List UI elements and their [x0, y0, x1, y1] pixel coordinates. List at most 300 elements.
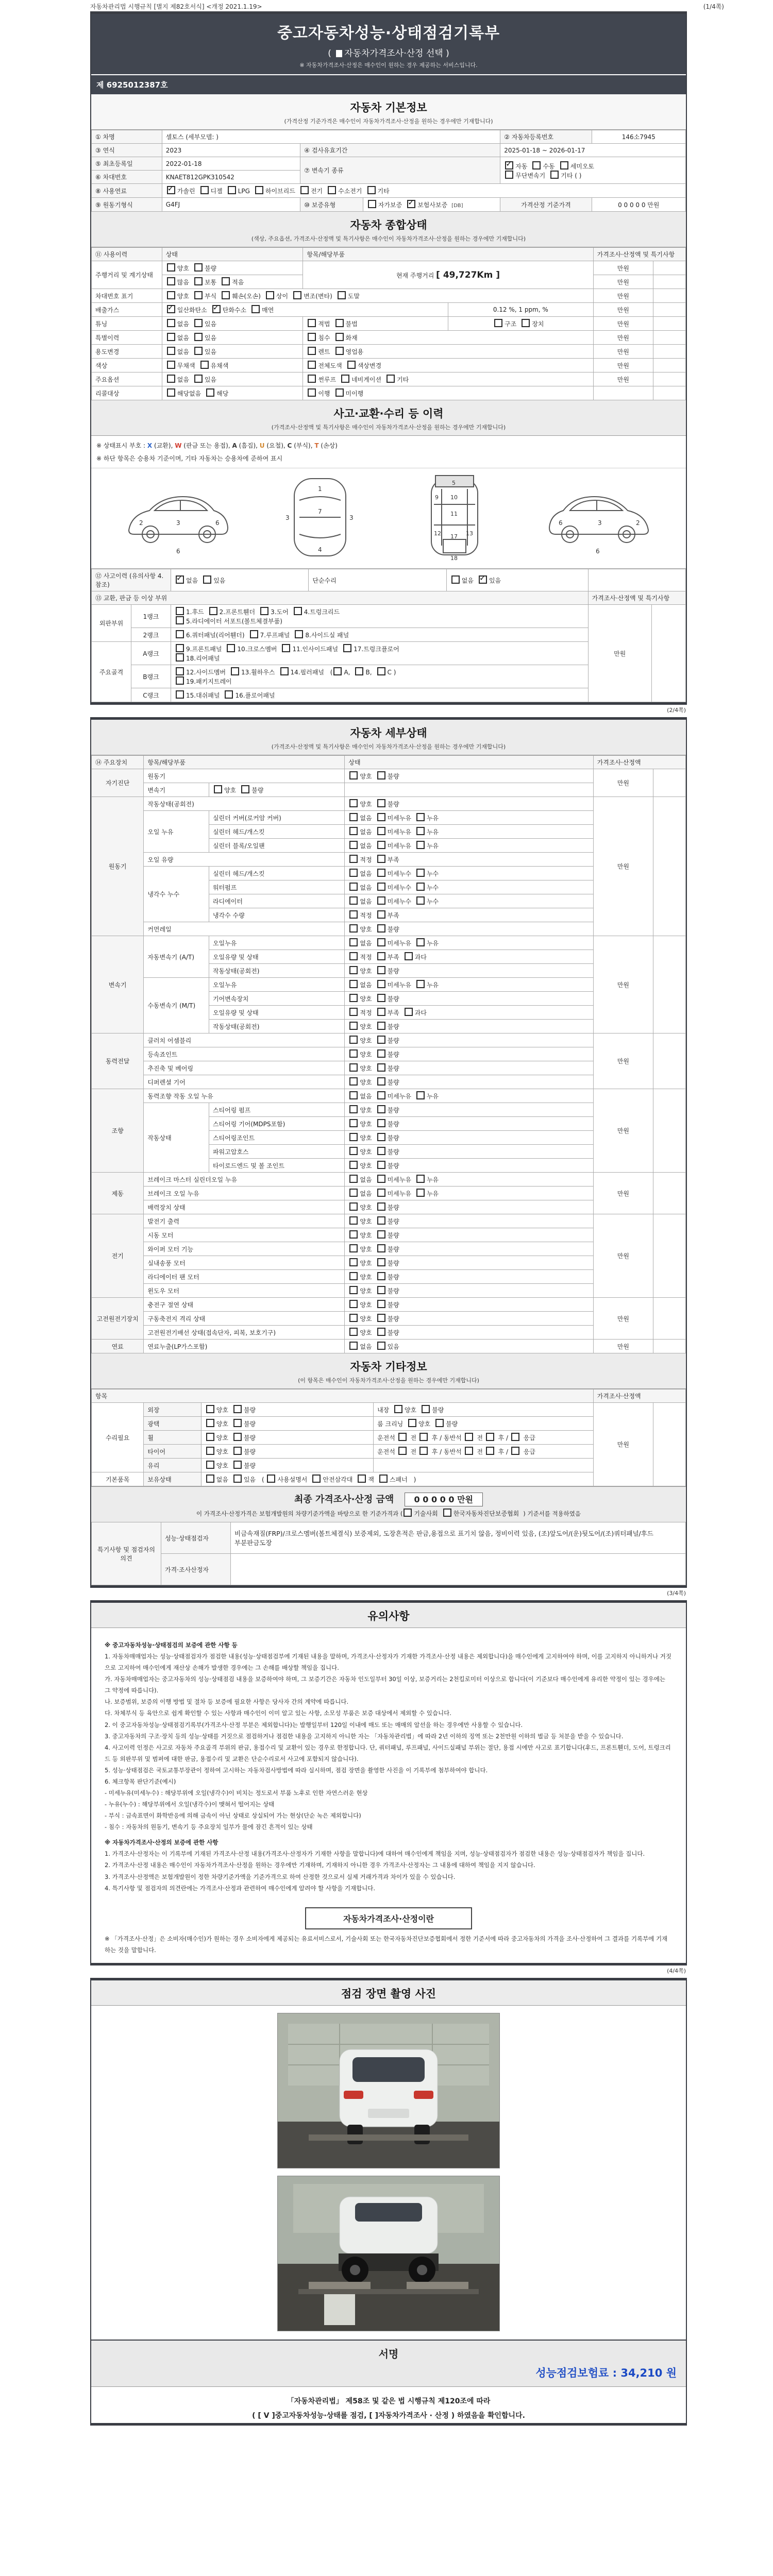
state-option: 미세누유 — [376, 828, 411, 836]
checkbox-불량[interactable] — [377, 924, 385, 933]
rankC-option: 16.플로어패널 — [224, 692, 275, 699]
item-label: 클러치 어셈블리 — [144, 1033, 345, 1047]
checkbox-영업용[interactable] — [335, 347, 344, 355]
checkbox-전기[interactable] — [300, 186, 309, 194]
price-unit-cell: 만원 — [593, 345, 653, 359]
checkbox-양호[interactable] — [167, 291, 175, 299]
checkbox-일산화탄소[interactable] — [167, 305, 175, 313]
state-option: 없음 — [348, 898, 372, 905]
checkbox-안전삼각대[interactable] — [312, 1475, 321, 1483]
checkbox-없음[interactable] — [349, 841, 358, 849]
rankB-options: 12.사이드멤버 13.휠하우스 14.필러패널 ( A, B, C ) 19.패키지트레이 — [171, 665, 589, 688]
state-option: 누수 — [415, 884, 439, 891]
detail-state — [91, 755, 686, 1353]
checkbox-불량[interactable] — [377, 1328, 385, 1336]
checkbox-불량[interactable] — [377, 1022, 385, 1030]
checkbox-불량[interactable] — [377, 1119, 385, 1127]
checkbox-pos[interactable] — [465, 1447, 473, 1455]
checkbox-화재[interactable] — [335, 333, 344, 341]
group-price-empty — [653, 769, 686, 797]
checkbox-양호[interactable] — [349, 1147, 358, 1155]
checkbox-누수[interactable] — [416, 869, 425, 877]
checkbox-있음[interactable] — [194, 375, 203, 383]
tuning-legal-option: 적법 — [307, 320, 330, 328]
checkbox-적정[interactable] — [349, 910, 358, 919]
checkbox-기타[interactable] — [386, 375, 395, 383]
simple-repair-option: ✓ 있음 — [478, 577, 501, 584]
checkbox-4.트렁크리드[interactable] — [294, 607, 302, 615]
checkbox-이행[interactable] — [308, 388, 316, 397]
checkbox-19.패키지트레이[interactable] — [176, 676, 184, 685]
checkbox-불량[interactable] — [377, 1216, 385, 1225]
checkbox-불량[interactable] — [377, 1036, 385, 1044]
hold-options: 없음 있음 ( 사용설명서 안전삼각대 잭 스패너 ) — [201, 1472, 593, 1486]
checkbox-미세누수[interactable] — [377, 883, 385, 891]
checkbox-양호[interactable] — [349, 1036, 358, 1044]
checkbox-없음[interactable] — [167, 347, 175, 355]
basic-info-table — [91, 130, 686, 212]
checkbox-양호[interactable] — [349, 994, 358, 1002]
checkbox-양호[interactable] — [206, 1405, 214, 1413]
checkbox-많음[interactable] — [167, 277, 175, 285]
checkbox-없음[interactable] — [349, 869, 358, 877]
checkbox-누수[interactable] — [416, 883, 425, 891]
checkbox-양호[interactable] — [349, 1286, 358, 1294]
checkbox-보험사보증[interactable] — [407, 200, 415, 208]
color-change-option: 전체도색 — [307, 362, 342, 369]
notice-line: 4. 특기사항 및 점검자의 의견란에는 가격조사·산정과 관련하여 매수인에게 알려야 할 사항을 기재합니다. — [105, 1884, 376, 1892]
checkbox-적정[interactable] — [349, 855, 358, 863]
rankB-pillar-option: C ) — [376, 669, 396, 676]
system-group-label: 동력전달 — [92, 1033, 144, 1089]
state-option: 불량 — [376, 1051, 399, 1058]
checkbox-부족[interactable] — [377, 855, 385, 863]
notice-line: 3. 중고자동차의 구조·장치 등의 성능·상태를 거짓으로 점검하거나 점검한 내용을 고지하지 아니한 자는 「자동차관리법」에 따라 2년 이하의 징역 또는 2천만원 이하의 벌금 등 처분을 받을 수 있습니다. — [105, 1732, 624, 1740]
checkbox-도말[interactable] — [338, 291, 346, 299]
checkbox-적음[interactable] — [222, 277, 230, 285]
checkbox-미세누유[interactable] — [377, 827, 385, 835]
checkbox-적법[interactable] — [308, 319, 316, 327]
state-option: 양호 — [348, 801, 372, 808]
inspector-opinion: 비금속재질(FRP)/크로스멤버(볼트체결식) 보증제외, 도장흔적은 판금,용접으로 표기치 않음, 정비이력 있음, (조)앞도어/(운)뒷도어/(조)쿼터패널/후드 부분판금도장 — [231, 1522, 686, 1554]
vin-mark-option: 부식 — [193, 293, 216, 300]
checkbox-13.휠하우스[interactable] — [231, 667, 239, 675]
checkbox-A,[interactable] — [333, 667, 342, 675]
checkbox-양호[interactable] — [349, 1105, 358, 1113]
checkbox-잭[interactable] — [358, 1475, 366, 1483]
checkbox-없음[interactable] — [349, 883, 358, 891]
checkbox-누수[interactable] — [416, 896, 425, 905]
checkbox-양호[interactable] — [206, 1447, 214, 1455]
checkbox-자동[interactable] — [505, 161, 513, 170]
checkbox-있음[interactable] — [203, 575, 211, 584]
checkbox-없음[interactable] — [349, 1189, 358, 1197]
checkbox-수소전기[interactable] — [328, 186, 336, 194]
checkbox-11.인사이드패널[interactable] — [282, 644, 290, 652]
checkbox-양호[interactable] — [349, 1258, 358, 1266]
checkbox-과다[interactable] — [405, 952, 413, 960]
checkbox-미세누수[interactable] — [377, 896, 385, 905]
checkbox-없음[interactable] — [176, 575, 184, 584]
item-label: 브레이크 마스터 실린더오일 누유 — [144, 1173, 345, 1187]
checkbox-B,[interactable] — [355, 667, 363, 675]
checkbox-보통[interactable] — [194, 277, 203, 285]
checkbox-있음[interactable] — [194, 333, 203, 341]
checkbox-미이행[interactable] — [335, 388, 344, 397]
checkbox-3.도어[interactable] — [260, 607, 268, 615]
checkbox-없음[interactable] — [349, 1175, 358, 1183]
checkbox-불량[interactable] — [377, 1258, 385, 1266]
detail-h-price: 가격조사·산정액 — [593, 756, 685, 769]
repair-option: 불량 — [232, 1406, 256, 1414]
appraiser-opinion — [231, 1554, 686, 1585]
system-group-label: 전기 — [92, 1214, 144, 1298]
checkbox-부족[interactable] — [377, 952, 385, 960]
checkbox-누유[interactable] — [416, 841, 425, 849]
checkbox-불량[interactable] — [377, 1147, 385, 1155]
tire-detail: 운전석 전 후 / 동반석 전 후 / 응급 — [374, 1445, 594, 1459]
state-option: 양호 — [348, 1204, 372, 1211]
checkbox-부족[interactable] — [377, 910, 385, 919]
checkbox-양호[interactable] — [349, 1300, 358, 1308]
state-option: 불량 — [376, 1246, 399, 1253]
group-price-cell: 만원 — [593, 936, 653, 1033]
overall-state-table — [91, 247, 686, 400]
checkbox-있음[interactable] — [194, 347, 203, 355]
checkbox-불량[interactable] — [377, 1077, 385, 1086]
transmission-label: ⑦ 변속기 종류 — [300, 157, 500, 184]
checkbox-수동[interactable] — [532, 161, 541, 170]
checkbox-불량[interactable] — [377, 771, 385, 779]
checkbox-미세누유[interactable] — [377, 938, 385, 946]
checkbox-pos[interactable] — [398, 1433, 407, 1441]
vin-mark-option: 훼손(오손) — [221, 293, 261, 300]
fuel-option: 수소전기 — [327, 188, 362, 195]
checkbox-디젤[interactable] — [200, 186, 209, 194]
fuel-option: ✓ 가솔린 — [166, 188, 195, 195]
std-option: 기술사회 — [402, 1510, 438, 1517]
checkbox-불량[interactable] — [377, 1300, 385, 1308]
checkbox-매연[interactable] — [251, 305, 260, 313]
checkbox-불량[interactable] — [377, 1230, 385, 1239]
item-label: 실내송풍 모터 — [144, 1256, 345, 1270]
detail-h-sys: ⑭ 주요장치 — [92, 756, 144, 769]
checkbox-불량[interactable] — [377, 994, 385, 1002]
checkbox-없음[interactable] — [167, 333, 175, 341]
checkbox-불량[interactable] — [377, 1049, 385, 1058]
checkbox-pos[interactable] — [511, 1433, 519, 1441]
checkbox-불량[interactable] — [377, 1161, 385, 1169]
checkbox-양호[interactable] — [214, 785, 222, 793]
color-change — [303, 359, 593, 372]
checkbox-적정[interactable] — [349, 952, 358, 960]
state-option: 적정 — [348, 1009, 372, 1016]
checkbox-양호[interactable] — [349, 1328, 358, 1336]
checkbox-9.프론트패널[interactable] — [176, 644, 184, 652]
state-option: 양호 — [348, 1315, 372, 1323]
checkbox-누유[interactable] — [416, 1175, 425, 1183]
checkbox-8.사이드실 패널[interactable] — [295, 630, 303, 638]
checkbox-불량[interactable] — [377, 1133, 385, 1141]
checkbox-불량[interactable] — [233, 1433, 242, 1441]
checkbox-하이브리드[interactable] — [255, 186, 263, 194]
notice-line: 5. 성능·상태점검은 국토교통부장관이 정하여 고시하는 자동차검사방법에 따라 실시하며, 점검 장면을 촬영한 사진을 이 기록부에 첨부하여야 합니다. — [105, 1766, 488, 1774]
checkbox-불량[interactable] — [233, 1447, 242, 1455]
checkbox-불량[interactable] — [377, 1244, 385, 1252]
doc-title: 중고자동차성능·상태점검기록부 — [277, 24, 500, 42]
state-options — [345, 1270, 593, 1284]
checkbox-C )[interactable] — [377, 667, 385, 675]
checkbox-전체도색[interactable] — [308, 361, 316, 369]
checkbox-없음[interactable] — [349, 1342, 358, 1350]
group-price-cell: 만원 — [593, 1173, 653, 1214]
checkbox-부족[interactable] — [377, 1008, 385, 1016]
rankC-options — [171, 688, 589, 702]
checkbox-양호[interactable] — [167, 263, 175, 272]
option-options — [162, 372, 303, 386]
checkbox-적정[interactable] — [349, 1008, 358, 1016]
checkbox-12.사이드멤버[interactable] — [176, 667, 184, 675]
checkbox-양호[interactable] — [349, 1133, 358, 1141]
checkbox-양호[interactable] — [206, 1419, 214, 1427]
checkbox-LPG[interactable] — [228, 186, 236, 194]
checkbox-불량[interactable] — [377, 1063, 385, 1072]
checkbox-누유[interactable] — [416, 827, 425, 835]
etc-h-item: 항목 — [92, 1389, 594, 1403]
checkbox-불량[interactable] — [422, 1405, 430, 1413]
checkbox-없음[interactable] — [167, 319, 175, 327]
checkbox-양호[interactable] — [206, 1433, 214, 1441]
subitem-label: 스티어링 기어(MDPS포함) — [209, 1117, 344, 1131]
checkbox-양호[interactable] — [349, 1119, 358, 1127]
checkbox-2.프론트휀더[interactable] — [209, 607, 217, 615]
etc-head — [91, 1353, 686, 1389]
checkbox-불량[interactable] — [241, 785, 249, 793]
checkbox-가솔린[interactable] — [167, 186, 175, 194]
checkbox-무채색[interactable] — [167, 361, 175, 369]
checkbox-기술사회[interactable] — [404, 1509, 412, 1517]
checkbox-상이[interactable] — [266, 291, 274, 299]
checkbox-7.루프패널[interactable] — [250, 630, 258, 638]
checkbox-1.후드[interactable] — [176, 607, 184, 615]
checkbox-누유[interactable] — [416, 1189, 425, 1197]
item-label: 발전기 출력 — [144, 1214, 345, 1228]
checkbox-장치[interactable] — [522, 319, 530, 327]
checkbox-불량[interactable] — [377, 1286, 385, 1294]
item-label: 디퍼렌셜 기어 — [144, 1075, 345, 1089]
checkbox-16.플로어패널[interactable] — [225, 690, 233, 699]
checkbox-미세누유[interactable] — [377, 813, 385, 821]
etc-price-cell: 만원 — [593, 1403, 653, 1486]
checkbox-불량[interactable] — [377, 1272, 385, 1280]
checkbox-미세누유[interactable] — [377, 1189, 385, 1197]
checkbox-양호[interactable] — [349, 1022, 358, 1030]
checkbox-5.라디에이터 서포트(볼트체결부품)[interactable] — [176, 616, 184, 624]
checkbox-없음[interactable] — [349, 980, 358, 988]
checkbox-있음[interactable] — [233, 1475, 242, 1483]
checkbox-훼손(오손)[interactable] — [222, 291, 230, 299]
checkbox-양호[interactable] — [349, 1161, 358, 1169]
state-option: 누유 — [415, 940, 439, 947]
checkbox-부식[interactable] — [194, 291, 203, 299]
exchange-label: ⑬ 교환, 판금 등 이상 부위 — [92, 591, 589, 605]
checkbox-10.크로스멤버[interactable] — [227, 644, 235, 652]
checkbox-기타[interactable] — [367, 186, 376, 194]
emission-values: 0.12 %, 1 ppm, % — [448, 303, 593, 317]
checkbox-없음[interactable] — [451, 575, 460, 584]
checkbox-없음[interactable] — [349, 1091, 358, 1099]
item-label: 작동상태 — [144, 1103, 209, 1173]
final-price-block — [91, 1486, 686, 1585]
state-option: 누유 — [415, 1176, 439, 1183]
checkbox-양호[interactable] — [349, 799, 358, 807]
inspector-label: 성능·상태점검자 — [161, 1522, 231, 1554]
color-option: 무채색 — [166, 362, 195, 369]
price-empty-cell — [653, 275, 686, 289]
mileage-state-option: 양호 — [166, 265, 189, 272]
checkbox-미세누유[interactable] — [377, 980, 385, 988]
checkbox-미세누수[interactable] — [377, 869, 385, 877]
checkbox-pos[interactable] — [419, 1433, 428, 1441]
checkbox-pos[interactable] — [486, 1433, 494, 1441]
checkbox-누유[interactable] — [416, 938, 425, 946]
checkbox-해당[interactable] — [206, 388, 214, 397]
emission-options — [162, 303, 448, 317]
state-options — [345, 1214, 593, 1228]
checkbox-누유[interactable] — [416, 980, 425, 988]
checkbox-네비게이션[interactable] — [341, 375, 349, 383]
checkbox-pos[interactable] — [419, 1447, 428, 1455]
checkbox-6.쿼터패널(리어휀더)[interactable] — [176, 630, 184, 638]
checkbox-없음[interactable] — [349, 896, 358, 905]
checkbox-탄화수소[interactable] — [212, 305, 221, 313]
checkbox-불량[interactable] — [377, 1314, 385, 1322]
checkbox-없음[interactable] — [206, 1475, 214, 1483]
svg-text:2: 2 — [139, 519, 143, 527]
checkbox-양호[interactable] — [206, 1461, 214, 1469]
checkbox-양호[interactable] — [408, 1419, 416, 1427]
checkbox-불량[interactable] — [233, 1461, 242, 1469]
subitem-label: 작동상태(공회전) — [209, 1020, 344, 1033]
checkbox-불량[interactable] — [377, 799, 385, 807]
checkbox-한국자동차진단보증협회[interactable] — [443, 1509, 451, 1517]
checkbox-색상변경[interactable] — [347, 361, 356, 369]
inspection-photo-1 — [277, 2013, 500, 2168]
checkbox-썬루프[interactable] — [308, 375, 316, 383]
checkbox-양호[interactable] — [349, 1244, 358, 1252]
state-options — [345, 1047, 593, 1061]
checkbox-양호[interactable] — [349, 1216, 358, 1225]
checkbox-구조[interactable] — [494, 319, 502, 327]
checkbox-렌트[interactable] — [308, 347, 316, 355]
checkbox-불량[interactable] — [377, 1105, 385, 1113]
checkbox-없음[interactable] — [349, 813, 358, 821]
checkbox-없음[interactable] — [349, 827, 358, 835]
checkbox-양호[interactable] — [349, 1049, 358, 1058]
checkbox-세미오토[interactable] — [560, 161, 568, 170]
checkbox-14.필러패널[interactable] — [280, 667, 289, 675]
checkbox-불량[interactable] — [194, 263, 203, 272]
checkbox-불량[interactable] — [435, 1419, 444, 1427]
car-diagram-top — [271, 473, 369, 561]
price-unit-cell: 만원 — [593, 331, 653, 345]
checkbox-pos[interactable] — [511, 1447, 519, 1455]
item-label: 냉각수 누수 — [144, 867, 209, 922]
checkbox-사용설명서[interactable] — [267, 1475, 275, 1483]
checkbox-양호[interactable] — [349, 1077, 358, 1086]
checkbox-없음[interactable] — [349, 938, 358, 946]
checkbox-18.리어패널[interactable] — [176, 653, 184, 662]
checkbox-양호[interactable] — [349, 1202, 358, 1211]
checkbox-17.트렁크플로어[interactable] — [343, 644, 351, 652]
checkbox-누유[interactable] — [416, 813, 425, 821]
checkbox-불량[interactable] — [233, 1405, 242, 1413]
notice-line: 나. 보증범위, 보증의 이행 방법 및 절차 등 보증에 필요한 사항은 당사자 간의 계약에 따릅니다. — [105, 1698, 349, 1706]
checkbox-없음[interactable] — [167, 375, 175, 383]
checkbox-자가보증[interactable] — [368, 200, 376, 208]
checkbox-있음[interactable] — [479, 575, 487, 584]
checkbox-과다[interactable] — [405, 1008, 413, 1016]
checkbox-양호[interactable] — [394, 1405, 402, 1413]
mileage-label: 주행거리 및 계기상태 — [92, 261, 162, 289]
checkbox-미세누유[interactable] — [377, 1091, 385, 1099]
checkbox-pos[interactable] — [465, 1433, 473, 1441]
state-option: 양호 — [348, 1134, 372, 1142]
transmission-option: ✓자동 — [504, 163, 527, 170]
checkbox-누유[interactable] — [416, 1091, 425, 1099]
checkbox-변조(변타)[interactable] — [293, 291, 301, 299]
checkbox-양호[interactable] — [349, 966, 358, 974]
checkbox-양호[interactable] — [349, 924, 358, 933]
checkbox-무단변속기[interactable] — [505, 171, 513, 179]
checkbox-양호[interactable] — [349, 771, 358, 779]
checkbox-불량[interactable] — [233, 1419, 242, 1427]
checkbox-미세누유[interactable] — [377, 841, 385, 849]
legend-desc: (교환), — [154, 442, 175, 449]
checkbox-불량[interactable] — [377, 966, 385, 974]
accident-history-option: ✓없음 — [175, 577, 198, 584]
price-empty-cell — [653, 303, 686, 317]
accident-head — [91, 400, 686, 436]
checkbox-미세누유[interactable] — [377, 1175, 385, 1183]
hold-item-option: 사용설명서 — [266, 1476, 307, 1483]
checkbox-양호[interactable] — [349, 1314, 358, 1322]
state-option: 미세누유 — [376, 1093, 411, 1100]
state-options — [345, 1145, 593, 1159]
checkbox-있음[interactable] — [377, 1342, 385, 1350]
checkbox-양호[interactable] — [349, 1230, 358, 1239]
accident-history-label: ⑫ 사고이력 (유의사항 4.참조) — [92, 569, 171, 591]
checkbox-pos[interactable] — [398, 1447, 407, 1455]
checkbox-있음[interactable] — [194, 319, 203, 327]
checkbox-불량[interactable] — [377, 1202, 385, 1211]
checkbox-15.대쉬패널[interactable] — [176, 690, 184, 699]
checkbox-침수[interactable] — [308, 333, 316, 341]
checkbox-pos[interactable] — [486, 1447, 494, 1455]
warranty-label: ⑩ 보증유형 — [300, 198, 363, 212]
option-label: 주요옵션 — [92, 372, 162, 386]
checkbox-양호[interactable] — [349, 1272, 358, 1280]
checkbox-기타 ( )[interactable] — [550, 171, 559, 179]
checkbox-스패너[interactable] — [379, 1475, 388, 1483]
checkbox-양호[interactable] — [349, 1063, 358, 1072]
simple-repair-options — [446, 569, 588, 591]
checkbox-해당없음[interactable] — [167, 388, 175, 397]
std-option: 한국자동차진단보증협회 — [442, 1510, 519, 1517]
state-options — [209, 783, 344, 797]
checkbox-불법[interactable] — [335, 319, 344, 327]
checkbox-유채색[interactable] — [200, 361, 209, 369]
